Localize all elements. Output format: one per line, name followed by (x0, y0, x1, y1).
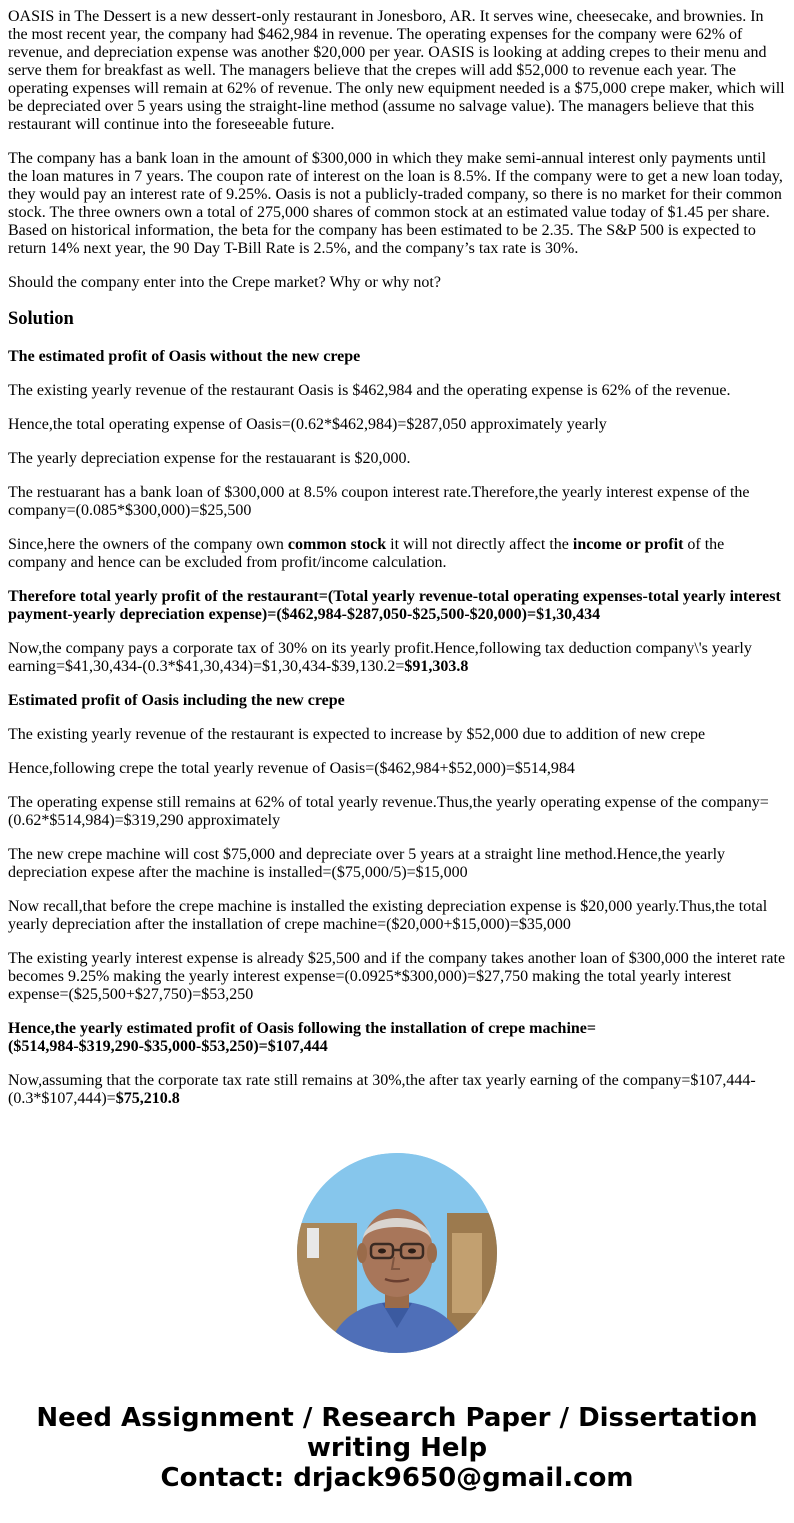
section-1-title: The estimated profit of Oasis without the new crepe (8, 348, 361, 365)
question-paragraph-2: The company has a bank loan in the amount of $300,000 in which they make semi-annual interest only payments until the loan matures in 7 years. The coupon rate of interest on the loan is 8.5%. If the company were to get a new loan today, they would pay an interest rate of 9.25%. Oasis is not a publicly-traded company, so there is no market for their common stock. The three owners own a total of 275,000 shares of common stock at an estimated value today of $1.45 per share. Based on historical information, the beta for the company has been estimated to be 2.35. The S&P 500 is expected to return 14% next year, the 90 Day T-Bill Rate is 2.5%, and the company’s tax rate is 30%. (8, 150, 783, 257)
avatar (297, 1153, 497, 1353)
s1-paragraph-3: The yearly depreciation expense for the restauarant is $20,000. (8, 450, 411, 467)
s1-p5-text-e: of the company and hence can be excluded from profit/income calculation. (8, 536, 725, 571)
s2-paragraph-3: The operating expense still remains at 62% of total yearly revenue.Thus,the yearly operating expense of the company=(0.62*$514,984)=$319,290 approximately (8, 794, 769, 829)
footer-help-text: Need Assignment / Research Paper / Dissertation writing Help (36, 1403, 758, 1463)
s1-paragraph-5 (8, 536, 786, 572)
s2-total-profit: Hence,the yearly estimated profit of Oasis following the installation of crepe machine=($514,984-$319,290-$35,000-$53,250)=$107,444 (8, 1020, 597, 1055)
s2-paragraph-2: Hence,following crepe the total yearly revenue of Oasis=($462,984+$52,000)=$514,984 (8, 760, 575, 777)
s1-tax-result: $91,303.8 (404, 658, 469, 675)
s1-paragraph-1: The existing yearly revenue of the restaurant Oasis is $462,984 and the operating expense is 62% of the revenue. (8, 382, 731, 399)
s2-paragraph-4: The new crepe machine will cost $75,000 and depreciate over 5 years at a straight line method.Hence,the yearly depreciation expese after the machine is installed=($75,000/5)=$15,000 (8, 846, 726, 881)
footer-contact-text: Contact: drjack9650@gmail.com (160, 1463, 634, 1493)
s1-p5-text-a: Since,here the owners of the company own (8, 536, 288, 553)
s1-total-profit: Therefore total yearly profit of the restaurant=(Total yearly revenue-total operating expenses-total yearly interest payment-yearly depreciation expense)=($462,984-$287,050-$25,500-$20,000)=$1,30,434 (8, 588, 781, 623)
s2-tax-paragraph (8, 1072, 786, 1108)
section-2-title: Estimated profit of Oasis including the new crepe (8, 692, 345, 709)
s2-paragraph-6: The existing yearly interest expense is already $25,500 and if the company takes another loan of $300,000 the interet rate becomes 9.25% making the yearly interest expense=(0.0925*$300,000)=$27,750 making the total yearly interest expense=($25,500+$27,750)=$53,250 (8, 950, 786, 1003)
question-paragraph-3: Should the company enter into the Crepe market? Why or why not? (8, 274, 441, 291)
author-photo (297, 1153, 497, 1353)
s2-tax-result: $75,210.8 (115, 1090, 180, 1107)
s1-p5-text-c: it will not directly affect the (386, 536, 573, 553)
question-paragraph-1: OASIS in The Dessert is a new dessert-only restaurant in Jonesboro, AR. It serves wine, cheesecake, and brownies. In the most recent year, the company had $462,984 in revenue. The operating expenses for the company were 62% of revenue, and depreciation expense was another $20,000 per year. OASIS is looking at adding crepes to their menu and serve them for breakfast as well. The managers believe that the crepes will add $52,000 to revenue each year. The operating expenses will remain at 62% of revenue. The only new equipment needed is a $75,000 crepe maker, which will be depreciated over 5 years using the straight-line method (assume no salvage value). The managers believe that this restaurant will continue into the foreseeable future. (8, 8, 785, 133)
s1-p5-income-profit: income or profit (572, 536, 684, 553)
solution-heading: Solution (8, 309, 74, 329)
s1-paragraph-2: Hence,the total operating expense of Oasis=(0.62*$462,984)=$287,050 approximately yearly (8, 416, 607, 433)
s1-paragraph-4: The restuarant has a bank loan of $300,000 at 8.5% coupon interest rate.Therefore,the yearly interest expense of the company=(0.085*$300,000)=$25,500 (8, 484, 750, 519)
s1-tax-paragraph (8, 640, 786, 676)
s1-tax-text: Now,the company pays a corporate tax of 30% on its yearly profit.Hence,following tax deduction company\'s yearly earning=$41,30,434-(0.3*$41,30,434)=$1,30,434-$39,130.2= (8, 640, 752, 675)
s2-paragraph-5: Now recall,that before the crepe machine is installed the existing depreciation expense is $20,000 yearly.Thus,the total yearly depreciation after the installation of crepe machine=($20,000+$15,000)=$35,000 (8, 898, 768, 933)
s2-tax-text: Now,assuming that the corporate tax rate still remains at 30%,the after tax yearly earning of the company=$107,444-(0.3*$107,444)= (8, 1072, 756, 1107)
person-portrait-icon (297, 1153, 497, 1353)
s1-p5-common-stock: common stock (287, 536, 387, 553)
footer-banner (0, 1403, 794, 1493)
s2-paragraph-1: The existing yearly revenue of the restaurant is expected to increase by $52,000 due to addition of new crepe (8, 726, 706, 743)
